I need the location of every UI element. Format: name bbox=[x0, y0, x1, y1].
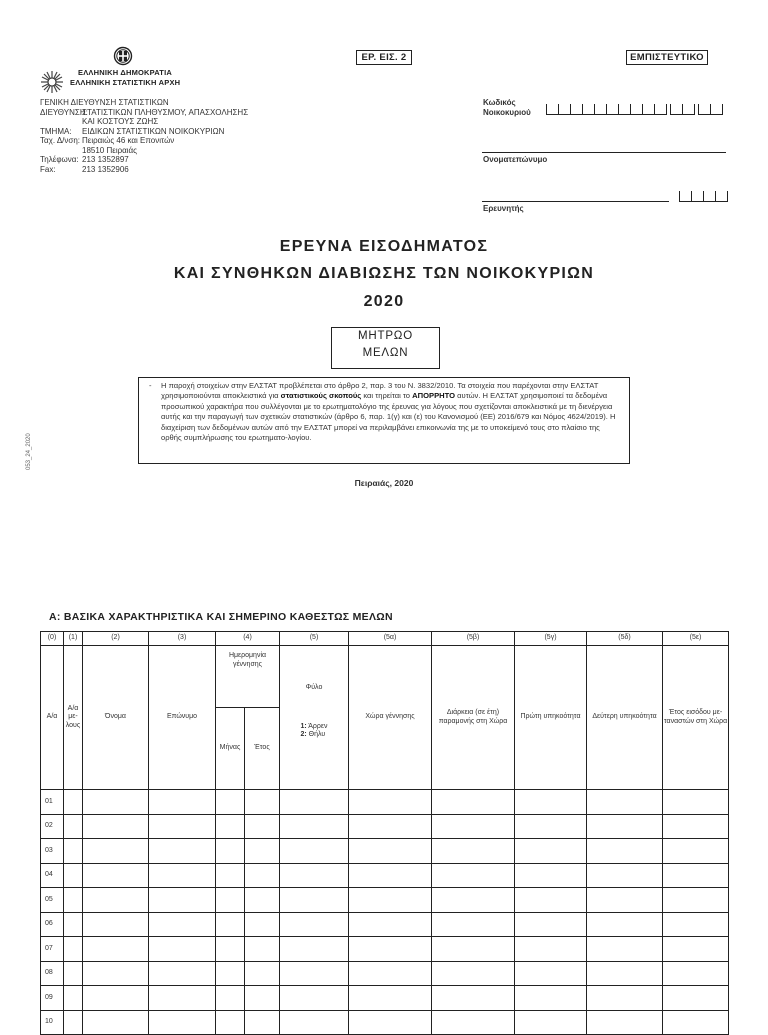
info-label: ΤΜΗΜΑ: bbox=[40, 126, 72, 136]
table-cell[interactable] bbox=[149, 986, 216, 1011]
table-cell[interactable] bbox=[216, 961, 245, 986]
header-sex-label: Φύλο bbox=[305, 684, 323, 691]
table-cell[interactable] bbox=[280, 912, 349, 937]
sex-code-1-num: 1: bbox=[300, 722, 307, 730]
table-cell[interactable] bbox=[432, 863, 515, 888]
table-cell[interactable] bbox=[149, 1010, 216, 1035]
table-row bbox=[41, 888, 729, 913]
table-cell[interactable] bbox=[64, 937, 83, 962]
table-cell[interactable] bbox=[245, 1010, 280, 1035]
table-cell[interactable] bbox=[280, 814, 349, 839]
table-cell[interactable] bbox=[663, 1010, 729, 1035]
sex-code-1: Άρρεν bbox=[306, 722, 328, 730]
table-cell[interactable] bbox=[216, 937, 245, 962]
table-cell[interactable] bbox=[64, 961, 83, 986]
table-cell[interactable] bbox=[515, 912, 587, 937]
table-cell[interactable] bbox=[64, 839, 83, 864]
household-code-label-line1: Κωδικός bbox=[483, 98, 516, 107]
table-cell[interactable] bbox=[216, 814, 245, 839]
table-cell[interactable] bbox=[587, 863, 663, 888]
info-label: Fax: bbox=[40, 164, 56, 174]
sex-codes bbox=[300, 723, 327, 740]
info-label: ΔΙΕΥΘΥΝΣΗ: bbox=[40, 107, 88, 117]
info-value: 213 1352897 bbox=[82, 155, 129, 164]
table-cell[interactable] bbox=[515, 863, 587, 888]
col-num: (5α) bbox=[349, 632, 432, 646]
table-cell[interactable] bbox=[216, 986, 245, 1011]
table-row bbox=[41, 937, 729, 962]
table-cell[interactable] bbox=[83, 790, 149, 815]
header-member-no: Α/α με-λους bbox=[64, 646, 83, 790]
table-cell[interactable] bbox=[587, 814, 663, 839]
table-cell[interactable] bbox=[515, 790, 587, 815]
table-cell[interactable] bbox=[663, 912, 729, 937]
table-cell[interactable] bbox=[216, 912, 245, 937]
table-cell[interactable] bbox=[432, 814, 515, 839]
info-label: Τηλέφωνα: bbox=[40, 155, 79, 164]
table-cell[interactable] bbox=[663, 888, 729, 913]
header-month: Μήνας bbox=[216, 708, 245, 790]
table-cell[interactable] bbox=[663, 814, 729, 839]
table-cell[interactable] bbox=[587, 790, 663, 815]
table-cell[interactable] bbox=[280, 790, 349, 815]
col-num: (3) bbox=[149, 632, 216, 646]
directorate-info bbox=[40, 98, 248, 174]
form-code: ΕΡ. ΕΙΣ. 2 bbox=[356, 50, 412, 65]
registry-line2: ΜΕΛΩΝ bbox=[362, 347, 409, 359]
row-id: 06 bbox=[41, 912, 64, 937]
info-label bbox=[40, 117, 82, 127]
table-cell[interactable] bbox=[432, 1010, 515, 1035]
table-cell[interactable] bbox=[515, 961, 587, 986]
survey-title-line1: ΕΡΕΥΝΑ ΕΙΣΟΔΗΜΑΤΟΣ bbox=[279, 238, 489, 255]
survey-year: 2020 bbox=[363, 293, 405, 310]
table-cell[interactable] bbox=[245, 937, 280, 962]
info-value: ΣΤΑΤΙΣΤΙΚΩΝ ΠΛΗΘΥΣΜΟΥ, ΑΠΑΣΧΟΛΗΣΗΣ bbox=[82, 107, 249, 117]
row-id: 09 bbox=[41, 986, 64, 1011]
info-value: 18510 Πειραιάς bbox=[82, 145, 138, 155]
table-cell[interactable] bbox=[216, 863, 245, 888]
table-cell[interactable] bbox=[149, 814, 216, 839]
header-year: Έτος bbox=[245, 708, 280, 790]
info-value: 213 1352906 bbox=[82, 164, 129, 174]
col-num: (0) bbox=[41, 632, 64, 646]
table-cell[interactable] bbox=[349, 863, 432, 888]
table-cell[interactable] bbox=[149, 839, 216, 864]
info-value: ΕΙΔΙΚΩΝ ΣΤΑΤΙΣΤΙΚΩΝ ΝΟΙΚΟΚΥΡΙΩΝ bbox=[82, 126, 225, 136]
general-directorate: ΓΕΝΙΚΗ ΔΙΕΥΘΥΝΣΗ ΣΤΑΤΙΣΤΙΚΩΝ bbox=[40, 98, 169, 107]
table-cell[interactable] bbox=[149, 863, 216, 888]
info-value: Πειραιώς 46 και Επονιτών bbox=[82, 136, 175, 145]
interviewer-label: Ερευνητής bbox=[483, 204, 524, 213]
registry-box bbox=[331, 327, 440, 369]
notice-dash: - bbox=[149, 381, 152, 390]
table-cell[interactable] bbox=[216, 839, 245, 864]
table-cell[interactable] bbox=[432, 790, 515, 815]
notice-text-3: αυτών. Η ΕΛΣΤΑΤ χρησιμοποιεί τα δεδομένα προσωπικού χαρακτήρα που συλλέγονται με το ερωτηματολόγιο της έρευνας για λόγους που σχετίζονται αποκλειστικά με τη διενέργεια αυτής και την παραγωγή των σχετικών στατιστικών (άρθρο 6, παρ. 1(γ) και (ε) του Κανονισμού (ΕΕ) 2016/679 και Νόμος 4624/2019). Η διαχείριση των δεδομένων αυτών από την ΕΛΣΤΑΤ μπορεί να περιλαμβάνει επικοινωνία της με το υποκείμενό τους στο πλαίσιο της ορθής συμπλήρωσης του ερωτηματο-λογίου. bbox=[161, 391, 616, 443]
table-cell[interactable] bbox=[432, 912, 515, 937]
col-num: (5ε) bbox=[663, 632, 729, 646]
table-cell[interactable] bbox=[432, 937, 515, 962]
notice-text-2: και τηρείται το bbox=[361, 391, 413, 401]
table-cell[interactable] bbox=[280, 937, 349, 962]
table-cell[interactable] bbox=[349, 912, 432, 937]
table-cell[interactable] bbox=[663, 961, 729, 986]
household-code-input[interactable] bbox=[546, 104, 723, 115]
table-cell[interactable] bbox=[280, 839, 349, 864]
header-year-entry: Έτος εισόδου με-ταναστών στη Χώρα bbox=[663, 646, 729, 790]
col-num: (4) bbox=[216, 632, 280, 646]
col-num: (5γ) bbox=[515, 632, 587, 646]
interviewer-code-input[interactable] bbox=[679, 191, 728, 202]
table-cell[interactable] bbox=[83, 814, 149, 839]
table-cell[interactable] bbox=[83, 863, 149, 888]
agency-line-2: ΕΛΛΗΝΙΚΗ ΣΤΑΤΙΣΤΙΚΗ ΑΡΧΗ bbox=[70, 78, 181, 87]
header-birth-country: Χώρα γέννησης bbox=[349, 646, 432, 790]
table-cell[interactable] bbox=[663, 986, 729, 1011]
table-row bbox=[41, 839, 729, 864]
info-label bbox=[40, 146, 82, 156]
table-cell[interactable] bbox=[280, 1010, 349, 1035]
table-cell[interactable] bbox=[245, 961, 280, 986]
table-cell[interactable] bbox=[349, 790, 432, 815]
table-cell[interactable] bbox=[64, 986, 83, 1011]
table-cell[interactable] bbox=[64, 912, 83, 937]
table-row bbox=[41, 790, 729, 815]
table-cell[interactable] bbox=[515, 986, 587, 1011]
row-id: 02 bbox=[41, 814, 64, 839]
sex-code-2-num: 2: bbox=[300, 731, 307, 738]
table-cell[interactable] bbox=[587, 986, 663, 1011]
table-row bbox=[41, 1010, 729, 1035]
sex-code-2: Θήλυ bbox=[306, 731, 326, 738]
col-num: (5δ) bbox=[587, 632, 663, 646]
table-cell[interactable] bbox=[349, 986, 432, 1011]
registry-line1: ΜΗΤΡΩΟ bbox=[358, 330, 413, 342]
household-code-label-line2: Νοικοκυριού bbox=[483, 108, 531, 117]
interviewer-input[interactable] bbox=[482, 201, 669, 202]
table-cell[interactable] bbox=[245, 888, 280, 913]
notice-bold-1: στατιστικούς σκοπούς bbox=[280, 391, 362, 401]
greek-emblem-icon bbox=[113, 46, 133, 66]
table-cell[interactable] bbox=[216, 790, 245, 815]
table-row bbox=[41, 961, 729, 986]
header-duration: Διάρκεια (σε έτη) παραμονής στη Χώρα bbox=[432, 646, 515, 790]
col-num: (5) bbox=[280, 632, 349, 646]
table-row bbox=[41, 912, 729, 937]
survey-title-line2: ΚΑΙ ΣΥΝΘΗΚΩΝ ΔΙΑΒΙΩΣΗΣ ΤΩΝ ΝΟΙΚΟΚΥΡΙΩΝ bbox=[173, 265, 595, 282]
full-name-label: Ονοματεπώνυμο bbox=[483, 155, 548, 164]
table-cell[interactable] bbox=[280, 986, 349, 1011]
table-cell[interactable] bbox=[587, 912, 663, 937]
table-cell[interactable] bbox=[83, 961, 149, 986]
table-row bbox=[41, 986, 729, 1011]
header-row-1 bbox=[41, 646, 729, 708]
table-cell[interactable] bbox=[515, 839, 587, 864]
header-second-citizenship: Δεύτερη υπηκοότητα bbox=[587, 646, 663, 790]
table-cell[interactable] bbox=[663, 937, 729, 962]
table-cell[interactable] bbox=[349, 839, 432, 864]
header-aa: Α/α bbox=[41, 646, 64, 790]
table-cell[interactable] bbox=[280, 961, 349, 986]
info-value: ΚΑΙ ΚΟΣΤΟΥΣ ΖΩΗΣ bbox=[82, 117, 159, 126]
table-cell[interactable] bbox=[349, 888, 432, 913]
confidential-label: ΕΜΠΙΣΤΕΥΤΙΚΟ bbox=[626, 50, 708, 65]
table-cell[interactable] bbox=[432, 986, 515, 1011]
table-cell[interactable] bbox=[83, 986, 149, 1011]
row-id: 01 bbox=[41, 790, 64, 815]
table-cell[interactable] bbox=[149, 888, 216, 913]
table-cell[interactable] bbox=[432, 961, 515, 986]
table-cell[interactable] bbox=[245, 986, 280, 1011]
notice-bold-2: ΑΠΟΡΡΗΤΟ bbox=[412, 391, 456, 401]
table-cell[interactable] bbox=[83, 888, 149, 913]
table-cell[interactable] bbox=[349, 814, 432, 839]
table-cell[interactable] bbox=[245, 839, 280, 864]
table-cell[interactable] bbox=[280, 863, 349, 888]
table-row bbox=[41, 814, 729, 839]
table-cell[interactable] bbox=[64, 814, 83, 839]
col-num: (2) bbox=[83, 632, 149, 646]
table-cell[interactable] bbox=[663, 790, 729, 815]
row-id: 07 bbox=[41, 937, 64, 962]
notice-text-1: Η παροχή στοιχείων στην ΕΛΣΤΑΤ προβλέπεται στο άρθρο 2, παρ. 3 του Ν. 3832/2010. Τα στοιχεία που παρέχονται στην ΕΛΣΤΑΤ χρησιμοποιούνται αποκλειστικά για bbox=[161, 381, 599, 401]
table-cell[interactable] bbox=[515, 888, 587, 913]
elstat-sun-icon bbox=[40, 70, 64, 94]
table-cell[interactable] bbox=[83, 1010, 149, 1035]
header-birth-date: Ημερομηνία γέννησης bbox=[216, 646, 280, 708]
table-cell[interactable] bbox=[349, 961, 432, 986]
header-sex bbox=[280, 646, 349, 790]
table-cell[interactable] bbox=[587, 888, 663, 913]
table-cell[interactable] bbox=[515, 1010, 587, 1035]
table-cell[interactable] bbox=[587, 1010, 663, 1035]
table-cell[interactable] bbox=[64, 790, 83, 815]
table-cell[interactable] bbox=[515, 814, 587, 839]
table-cell[interactable] bbox=[83, 937, 149, 962]
table-cell[interactable] bbox=[432, 888, 515, 913]
table-cell[interactable] bbox=[64, 888, 83, 913]
table-cell[interactable] bbox=[663, 863, 729, 888]
table-cell[interactable] bbox=[245, 863, 280, 888]
table-cell[interactable] bbox=[245, 790, 280, 815]
side-code: 053_24_2020 bbox=[26, 433, 32, 470]
row-id: 04 bbox=[41, 863, 64, 888]
table-cell[interactable] bbox=[280, 888, 349, 913]
table-cell[interactable] bbox=[149, 937, 216, 962]
place-date: Πειραιάς, 2020 bbox=[354, 478, 414, 488]
header-surname: Επώνυμο bbox=[149, 646, 216, 790]
info-label: Ταχ. Δ/νση: bbox=[40, 136, 81, 145]
row-id: 05 bbox=[41, 888, 64, 913]
table-cell[interactable] bbox=[149, 790, 216, 815]
row-id: 03 bbox=[41, 839, 64, 864]
table-cell[interactable] bbox=[64, 1010, 83, 1035]
table-cell[interactable] bbox=[64, 863, 83, 888]
section-a-title: Α: ΒΑΣΙΚΑ ΧΑΡΑΚΤΗΡΙΣΤΙΚΑ ΚΑΙ ΣΗΜΕΡΙΝΟ ΚΑΘΕΣΤΩΣ ΜΕΛΩΝ bbox=[49, 611, 393, 623]
table-cell[interactable] bbox=[216, 1010, 245, 1035]
table-cell[interactable] bbox=[663, 839, 729, 864]
table-cell[interactable] bbox=[83, 912, 149, 937]
table-cell[interactable] bbox=[587, 937, 663, 962]
table-cell[interactable] bbox=[245, 912, 280, 937]
table-cell[interactable] bbox=[515, 937, 587, 962]
table-cell[interactable] bbox=[216, 888, 245, 913]
agency-line-1: ΕΛΛΗΝΙΚΗ ΔΗΜΟΚΡΑΤΙΑ bbox=[78, 68, 172, 77]
table-cell[interactable] bbox=[149, 961, 216, 986]
row-id: 08 bbox=[41, 961, 64, 986]
table-cell[interactable] bbox=[83, 839, 149, 864]
header-first-name: Όνομα bbox=[83, 646, 149, 790]
table-cell[interactable] bbox=[432, 839, 515, 864]
privacy-notice bbox=[138, 377, 630, 464]
row-id: 10 bbox=[41, 1010, 64, 1035]
table-cell[interactable] bbox=[587, 839, 663, 864]
header-first-citizenship: Πρώτη υπηκοότητα bbox=[515, 646, 587, 790]
table-cell[interactable] bbox=[245, 814, 280, 839]
table-cell[interactable] bbox=[149, 912, 216, 937]
table-cell[interactable] bbox=[349, 1010, 432, 1035]
table-row bbox=[41, 863, 729, 888]
table-cell[interactable] bbox=[587, 961, 663, 986]
household-code-label bbox=[483, 98, 531, 118]
full-name-input[interactable] bbox=[482, 152, 726, 153]
col-num: (5β) bbox=[432, 632, 515, 646]
col-num: (1) bbox=[64, 632, 83, 646]
column-number-row bbox=[41, 632, 729, 646]
members-table bbox=[40, 631, 729, 1035]
table-cell[interactable] bbox=[349, 937, 432, 962]
